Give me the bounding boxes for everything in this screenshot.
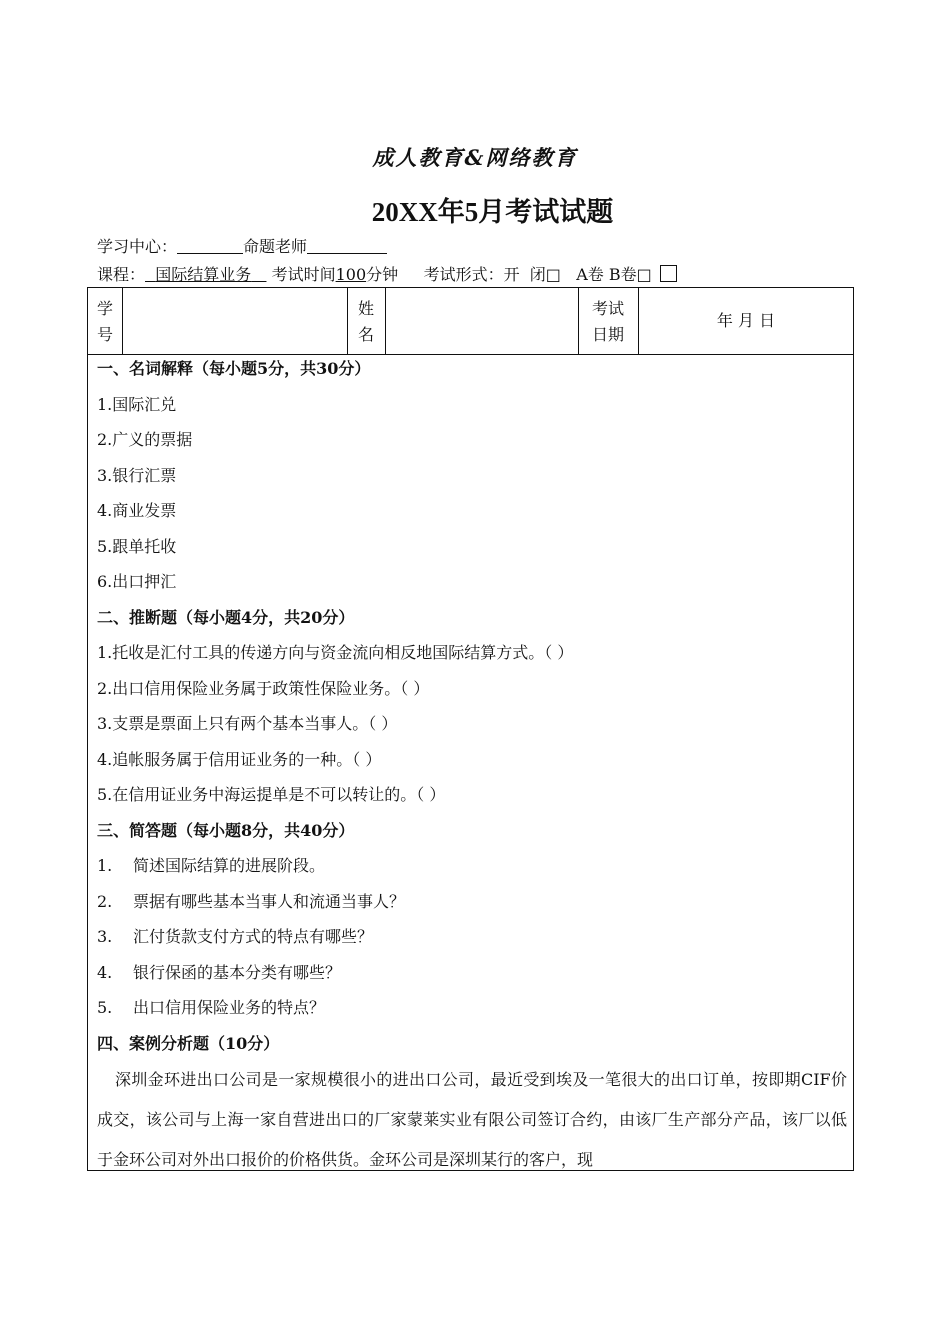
section-2-title: 二、推断题（每小题4分，共20分） (97, 607, 355, 627)
list-item: 4.商业发票 (97, 501, 177, 520)
exam-date-value[interactable]: 年 月 日 (716, 311, 776, 330)
course-value: 国际结算业务 (155, 265, 252, 284)
course-label: 课程： (97, 265, 146, 284)
list-item: 6.出口押汇 (97, 572, 177, 591)
teacher-field[interactable] (307, 237, 387, 254)
list-item: 1. 简述国际结算的进展阶段。 (97, 856, 326, 875)
student-no-label: 学 号 (96, 299, 113, 344)
exam-date-label: 考试 日期 (591, 299, 624, 344)
study-center-label: 学习中心： (97, 237, 178, 256)
section-4-title: 四、案例分析题（10分） (97, 1033, 280, 1053)
question-content (97, 358, 847, 1180)
list-item: 5.跟单托收 (97, 536, 177, 556)
list-item: 4. 银行保函的基本分类有哪些？ (97, 962, 342, 982)
exam-time-unit: 分钟 (366, 265, 399, 284)
list-item: 3.支票是票面上只有两个基本当事人。（ ） (97, 714, 398, 733)
case-text: 深圳金环进出口公司是一家规模很小的进出口公司，最近受到埃及一笔很大的出口订单，按即期CIF价成交，该公司与上海一家自营进出口的厂家蒙莱实业有限公司签订合约，由该厂生产部分产品，该厂以低于金环公司对外出口报价的价格供货。金环公司是深圳某行的客户，现 (97, 1070, 847, 1169)
list-item: 2.出口信用保险业务属于政策性保险业务。（ ） (97, 678, 430, 698)
paper-a: A卷 (576, 265, 604, 284)
list-item: 2.广义的票据 (97, 430, 193, 449)
name-field[interactable] (386, 288, 578, 354)
exam-form-label: 考试形式： (423, 265, 504, 284)
exam-time-value: 100 (335, 265, 367, 284)
checkbox-closed[interactable]: □ (545, 265, 561, 284)
list-item: 3. 汇付货款支付方式的特点有哪些？ (97, 927, 374, 946)
section-3-title: 三、简答题（每小题8分，共40分） (97, 820, 355, 840)
info-line-1 (97, 237, 387, 257)
student-no-field[interactable] (123, 288, 347, 354)
teacher-label: 命题老师 (243, 237, 308, 256)
name-label: 姓 名 (357, 299, 374, 344)
list-item: 4.追帐服务属于信用证业务的一种。（ ） (97, 749, 382, 769)
divider (88, 354, 853, 355)
study-center-field[interactable] (177, 237, 243, 254)
info-line-2 (97, 265, 677, 285)
checkbox-paper-b[interactable]: □ (636, 265, 652, 284)
list-item: 2. 票据有哪些基本当事人和流通当事人？ (97, 891, 406, 911)
checkbox-box[interactable] (660, 265, 677, 282)
paper-b: B卷 (608, 265, 637, 284)
exam-title: 20XX年5月考试试题 (371, 197, 614, 227)
list-item: 5. 出口信用保险业务的特点？ (97, 998, 326, 1017)
org-title: 成人教育&网络教育 (372, 145, 578, 170)
list-item: 1.托收是汇付工具的传递方向与资金流向相反地国际结算方式。（ ） (97, 643, 574, 662)
list-item: 1.国际汇兑 (97, 394, 177, 414)
list-item: 3.银行汇票 (97, 465, 177, 485)
form-open: 开 (503, 265, 520, 284)
exam-time-label: 考试时间 (271, 265, 336, 284)
form-closed: 闭 (529, 265, 546, 284)
list-item: 5.在信用证业务中海运提单是不可以转让的。（ ） (97, 785, 446, 804)
section-1-title: 一、名词解释（每小题5分，共30分） (97, 359, 371, 378)
